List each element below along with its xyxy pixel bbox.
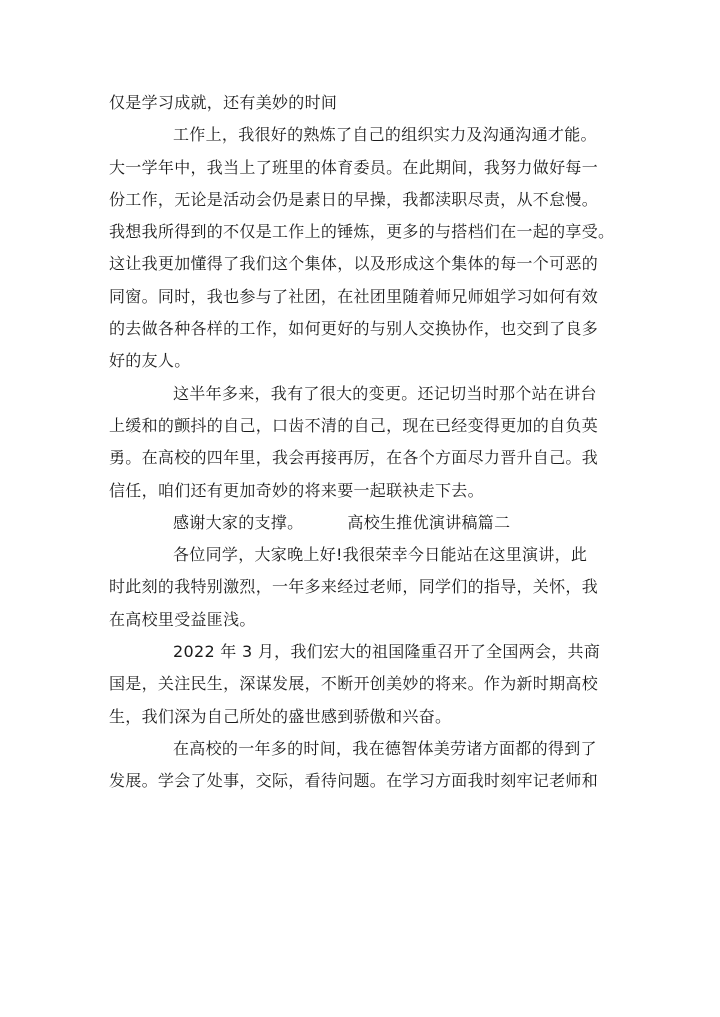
text-line: 勇。在高校的四年里，我会再接再厉，在各个方面尽力晋升自己。我: [109, 448, 599, 468]
paragraph-start: 各位同学，大家晚上好!我很荣幸今日能站在这里演讲，此: [173, 545, 588, 565]
paragraph-start: 在高校的一年多的时间，我在德智体美劳诸方面都的得到了: [173, 738, 597, 758]
text-line: 这让我更加懂得了我们这个集体，以及形成这个集体的每一个可恶的: [109, 254, 599, 274]
text-line: 仅是学习成就，还有美妙的时间: [109, 93, 338, 112]
section-heading-line: [109, 507, 629, 539]
text-line: 上缓和的颤抖的自己，口齿不清的自己，现在已经变得更加的自负英: [109, 415, 599, 435]
text-line: 份工作，无论是活动会仍是素日的早操，我都渎职尽责，从不怠慢。: [109, 189, 599, 209]
paragraph-start: 这半年多来，我有了很大的变更。还记切当时那个站在讲台: [173, 383, 597, 403]
section-title: 高校生推优演讲稿篇二: [347, 512, 511, 532]
text-line: 大一学年中，我当上了班里的体育委员。在此期间，我努力做好每一: [109, 157, 599, 177]
thanks-text: 感谢大家的支撑。: [173, 512, 304, 532]
paragraph-start: 2022 年 3 月，我们宏大的祖国隆重召开了全国两会，共商: [173, 642, 601, 662]
text-line: 时此刻的我特别激烈，一年多来经过老师，同学们的指导，关怀，我: [109, 577, 599, 597]
text-line: 的去做各种各样的工作，如何更好的与别人交换协作，也交到了良多: [109, 319, 599, 339]
text-line: 生，我们深为自己所处的盛世感到骄傲和兴奋。: [109, 706, 452, 726]
text-line: 我想我所得到的不仅是工作上的锤炼，更多的与搭档们在一起的享受。: [109, 222, 615, 242]
text-line: 同窗。同时，我也参与了社团，在社团里随着师兄师姐学习如何有效: [109, 286, 599, 306]
text-line: 国是，关注民生，深谋发展，不断开创美妙的将来。作为新时期高校: [109, 674, 599, 694]
paragraph-start: 工作上，我很好的熟炼了自己的组织实力及沟通沟通才能。: [173, 125, 597, 145]
text-line: 好的友人。: [109, 351, 191, 371]
text-line: 信任，咱们还有更加奇妙的将来要一起联袂走下去。: [109, 480, 484, 500]
text-line: 发展。学会了处事，交际，看待问题。在学习方面我时刻牢记老师和: [109, 771, 599, 791]
text-line: 在高校里受益匪浅。: [109, 609, 256, 629]
document-body: [109, 87, 629, 798]
